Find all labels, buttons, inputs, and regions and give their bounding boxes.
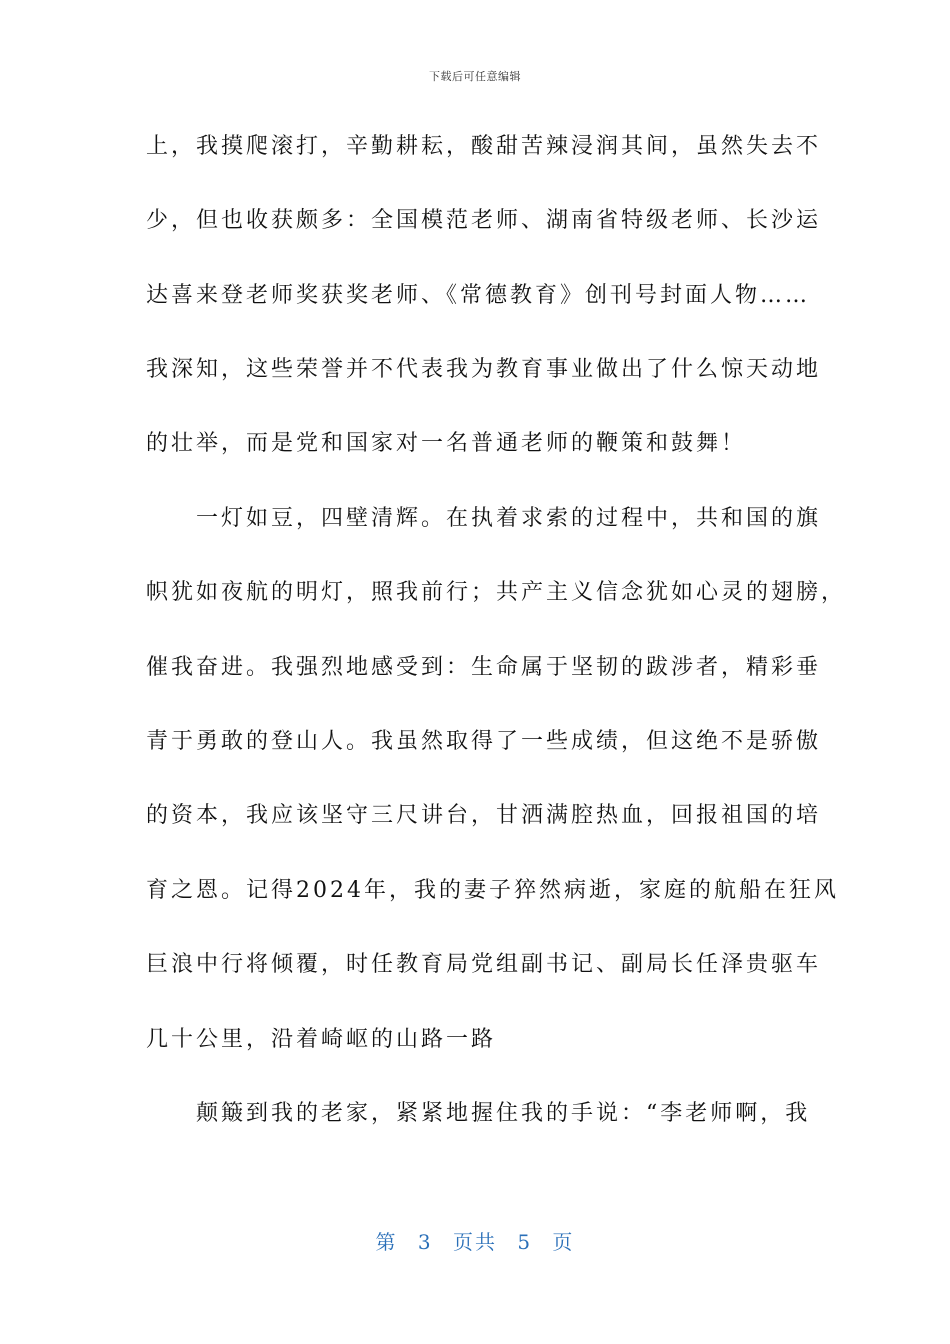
text-line: 帜犹如夜航的明灯，照我前行；共产主义信念犹如心灵的翅膀， [146, 580, 847, 605]
text-line: 一灯如豆，四壁清辉。在执着求索的过程中，共和国的旗 [146, 506, 822, 531]
text-line: 颠簸到我的老家，紧紧地握住我的手说：“李老师啊，我 [146, 1101, 811, 1126]
text-line: 青于勇敢的登山人。我虽然取得了一些成绩，但这绝不是骄傲 [146, 729, 822, 754]
text-line: 我深知，这些荣誉并不代表我为教育事业做出了什么惊天动地 [146, 357, 822, 382]
text-line: 巨浪中行将倾覆，时任教育局党组副书记、副局长任泽贵驱车 [146, 952, 822, 977]
text-line: 的壮举，而是党和国家对一名普通老师的鞭策和鼓舞！ [146, 431, 747, 456]
text-line: 的资本，我应该坚守三尺讲台，甘洒满腔热血，回报祖国的培 [146, 803, 822, 828]
text-line: 达喜来登老师奖获奖老师、《常德教育》创刊号封面人物…… [146, 283, 811, 308]
page-number-footer: 第 3 页共 5 页 [375, 1230, 575, 1254]
text-line: 育之恩。记得2024年，我的妻子猝然病逝，家庭的航船在狂风 [146, 878, 839, 903]
text-line: 几十公里，沿着崎岖的山路一路 [146, 1027, 497, 1052]
text-line: 少，但也收获颇多：全国模范老师、湖南省特级老师、长沙运 [146, 208, 822, 233]
text-line: 上，我摸爬滚打，辛勤耕耘，酸甜苦辣浸润其间，虽然失去不 [146, 134, 822, 159]
text-line: 催我奋进。我强烈地感受到：生命属于坚韧的跋涉者，精彩垂 [146, 655, 822, 680]
page-header: 下载后可任意编辑 [429, 70, 521, 83]
